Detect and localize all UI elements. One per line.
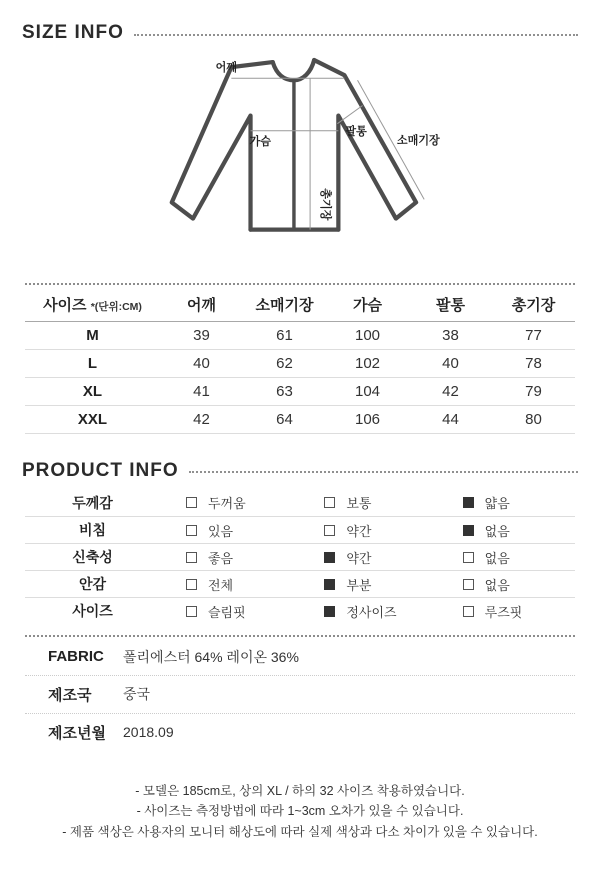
origin-label: 제조국 (48, 686, 92, 704)
checkbox-icon (324, 579, 335, 590)
attribute-option: 정사이즈 (298, 598, 436, 625)
size-value: 77 (492, 321, 575, 349)
size-value: 102 (326, 349, 409, 377)
size-value: 40 (409, 349, 492, 377)
size-value: 106 (326, 405, 409, 433)
origin-value: 중국 (123, 686, 151, 702)
attribute-option: 슬림핏 (160, 598, 298, 625)
attribute-option: 부분 (298, 571, 436, 598)
notes-section (0, 781, 600, 843)
size-value: 64 (243, 405, 326, 433)
size-table-header-length: 총기장 (492, 289, 575, 321)
attribute-option: 약간 (298, 517, 436, 544)
length-measure-label: 총기장 (319, 188, 332, 221)
attribute-label: 사이즈 (72, 603, 113, 620)
checkbox-icon (463, 606, 474, 617)
origin-row (25, 675, 575, 713)
size-table (25, 289, 575, 434)
product-row-fit (25, 598, 575, 625)
size-row-l (25, 349, 575, 377)
size-value: 44 (409, 405, 492, 433)
checkbox-icon (186, 552, 197, 563)
dotted-divider (189, 471, 578, 473)
attribute-label: 신축성 (25, 544, 160, 571)
size-value: 40 (160, 349, 243, 377)
size-info-header (22, 22, 578, 44)
size-value: 39 (160, 321, 243, 349)
product-info-title: PRODUCT INFO (22, 459, 179, 481)
attribute-option: 두꺼움 (160, 490, 298, 517)
size-table-header-chest: 가슴 (326, 289, 409, 321)
size-value: 38 (409, 321, 492, 349)
shoulder-measure-label: 어깨 (215, 62, 238, 75)
note-tolerance: - 사이즈는 측정방법에 따라 1~3cm 오차가 있을 수 있습니다. (136, 804, 464, 818)
size-name: XL (25, 377, 160, 405)
size-unit-label: *(단위:CM) (90, 301, 142, 314)
size-table-header-shoulder: 어깨 (160, 289, 243, 321)
product-row-thickness (25, 490, 575, 517)
checkbox-icon (463, 579, 474, 590)
attribute-option: 없음 (437, 571, 575, 598)
fabric-section (25, 639, 575, 751)
chest-measure-label: 가슴 (249, 135, 271, 148)
size-table-header-sleeve: 소매기장 (243, 289, 326, 321)
arm-measure-label: 팔통 (345, 125, 367, 138)
size-value: 104 (326, 377, 409, 405)
fabric-value: 폴리에스터 64% 레이온 36% (123, 648, 299, 665)
sleeve-measure-label: 소매기장 (396, 134, 440, 147)
size-row-xl (25, 377, 575, 405)
size-info-title: SIZE INFO (22, 22, 124, 43)
manufacture-date-label: 제조년월 (48, 724, 106, 742)
attribute-label: 두께감 (25, 490, 160, 517)
size-value: 41 (160, 377, 243, 405)
size-table-header-row (25, 289, 575, 321)
size-value: 42 (160, 405, 243, 433)
attribute-label: 비침 (25, 517, 160, 544)
size-row-xxl (25, 405, 575, 433)
product-info-section (25, 490, 575, 625)
product-info-table (25, 490, 575, 625)
size-value: 61 (243, 321, 326, 349)
size-value: 80 (492, 405, 575, 433)
size-value: 78 (492, 349, 575, 377)
checkbox-icon (186, 525, 197, 536)
size-table-section (25, 283, 575, 434)
manufacture-date-value: 2018.09 (123, 724, 174, 740)
fabric-label: FABRIC (48, 648, 104, 665)
size-name: XXL (25, 405, 160, 433)
note-model: - 모델은 185cm로, 상의 XL / 하의 32 사이즈 착용하였습니다. (135, 783, 465, 798)
dotted-divider (25, 635, 575, 637)
size-value: 79 (492, 377, 575, 405)
dotted-divider (134, 34, 578, 36)
product-row-sheerness (25, 517, 575, 544)
attribute-label: 안감 (25, 571, 160, 598)
jacket-measurement-diagram (0, 54, 600, 271)
checkbox-icon (186, 579, 197, 590)
checkbox-icon (186, 497, 197, 508)
product-row-elasticity (25, 544, 575, 571)
checkbox-icon (463, 552, 474, 563)
checkbox-icon (324, 525, 335, 536)
attribute-option: 없음 (437, 544, 575, 571)
attribute-option: 없음 (437, 517, 575, 544)
attribute-option: 있음 (160, 517, 298, 544)
size-value: 42 (409, 377, 492, 405)
attribute-option: 약간 (298, 544, 436, 571)
checkbox-icon (324, 552, 335, 563)
checkbox-icon (186, 606, 197, 617)
jacket-outline (172, 60, 416, 230)
size-name: L (25, 349, 160, 377)
fabric-row (25, 639, 575, 675)
checkbox-icon (324, 606, 335, 617)
checkbox-icon (463, 497, 474, 508)
product-row-lining (25, 571, 575, 598)
size-value: 62 (243, 349, 326, 377)
checkbox-icon (324, 497, 335, 508)
jacket-diagram-svg (145, 54, 455, 266)
product-info-header (22, 460, 578, 482)
checkbox-icon (463, 525, 474, 536)
attribute-option: 좋음 (160, 544, 298, 571)
size-name: M (25, 321, 160, 349)
size-value: 63 (243, 377, 326, 405)
size-value: 100 (326, 321, 409, 349)
attribute-option: 전체 (160, 571, 298, 598)
manufacture-date-row (25, 713, 575, 751)
note-color: - 제품 색상은 사용자의 모니터 해상도에 따라 실제 색상과 다소 차이가 있을 수 있습니다. (62, 824, 538, 839)
attribute-option: 얇음 (437, 490, 575, 517)
attribute-option: 보통 (298, 490, 436, 517)
size-row-m (25, 321, 575, 349)
attribute-option: 루즈핏 (437, 598, 575, 625)
size-table-header-size: 사이즈 *(단위:CM) (25, 289, 160, 321)
size-table-header-arm: 팔통 (409, 289, 492, 321)
